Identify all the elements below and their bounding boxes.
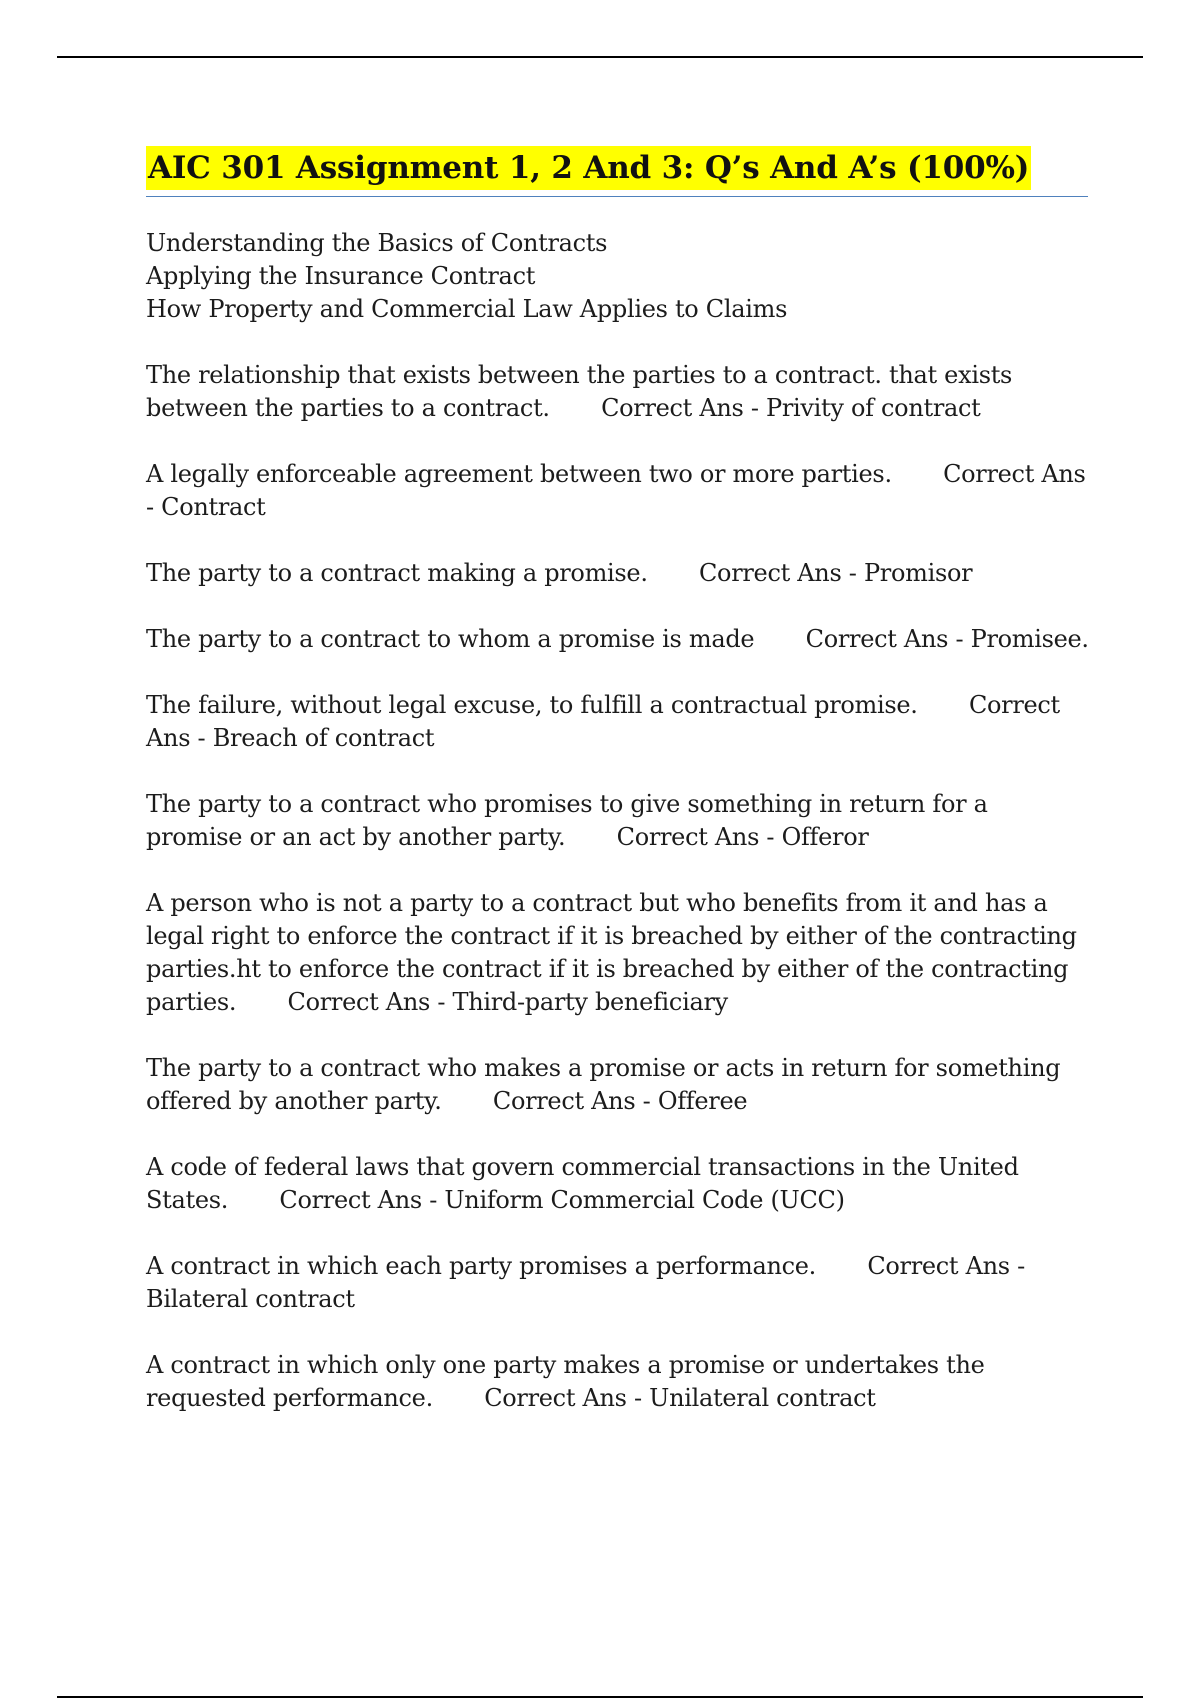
question-text: A contract in which each party promises a performance. <box>146 1252 816 1280</box>
answer-text: Offeror <box>781 823 869 851</box>
question-text: A code of federal laws that govern commercial transactions in the United States. <box>146 1153 1019 1214</box>
qa-item <box>146 623 1090 656</box>
qa-item <box>146 887 1090 1019</box>
page-bottom-rule <box>57 1696 1143 1698</box>
answer-text: Promisee. <box>970 625 1089 653</box>
answer-prefix: Correct Ans - <box>698 559 864 587</box>
answer-text: Unilateral contract <box>649 1384 876 1412</box>
document-title: AIC 301 Assignment 1, 2 And 3: Q’s And A’s (100%) <box>146 146 1031 190</box>
question-text: A legally enforceable agreement between two or more parties. <box>146 460 892 488</box>
qa-item <box>146 458 1090 524</box>
page-top-rule <box>57 56 1143 58</box>
title-block <box>146 146 1088 197</box>
answer-prefix: Correct Ans - <box>616 823 782 851</box>
answer-prefix: Correct Ans - <box>484 1384 650 1412</box>
qa-item <box>146 1151 1090 1217</box>
qa-item <box>146 1052 1090 1118</box>
question-text: The party to a contract who promises to give something in return for a promise or an act by another party. <box>146 790 988 851</box>
answer-text: Uniform Commercial Code (UCC) <box>444 1186 845 1214</box>
question-text: The relationship that exists between the parties to a contract. that exists between the parties to a contract. <box>146 361 1013 422</box>
question-text: The party to a contract who makes a promise or acts in return for something offered by another party. <box>146 1054 1061 1115</box>
answer-text: Third-party beneficiary <box>452 988 728 1016</box>
qa-item <box>146 788 1090 854</box>
answer-text: Bilateral contract <box>146 1285 355 1313</box>
qa-item <box>146 557 1090 590</box>
question-text: A person who is not a party to a contract but who benefits from it and has a legal right to enforce the contract if it is breached by either of the contracting parties.ht to enforce the contract if it is breached by either of the contracting parties. <box>146 889 1077 1016</box>
qa-item <box>146 359 1090 425</box>
qa-item <box>146 1349 1090 1415</box>
answer-text: Offeree <box>657 1087 748 1115</box>
answer-prefix: Correct Ans - <box>805 625 971 653</box>
answer-prefix: Correct Ans - <box>279 1186 445 1214</box>
answer-prefix: Correct Ans - <box>287 988 453 1016</box>
question-text: A contract in which only one party makes a promise or undertakes the requested performance. <box>146 1351 985 1412</box>
subtitle-line: How Property and Commercial Law Applies to Claims <box>146 295 788 323</box>
question-text: The failure, without legal excuse, to fulfill a contractual promise. <box>146 691 918 719</box>
subtitle-line: Understanding the Basics of Contracts <box>146 229 608 257</box>
answer-text: Promisor <box>863 559 973 587</box>
answer-prefix: Correct Ans - <box>146 691 1060 752</box>
answer-prefix: Correct Ans - <box>867 1252 1025 1280</box>
question-text: The party to a contract making a promise. <box>146 559 648 587</box>
subtitle-list <box>146 227 1090 326</box>
answer-text: Contract <box>161 493 266 521</box>
answer-prefix: Correct Ans - <box>492 1087 658 1115</box>
answer-text: Privity of contract <box>766 394 981 422</box>
question-text: The party to a contract to whom a promise is made <box>146 625 755 653</box>
answer-prefix: Correct Ans - <box>146 460 1086 521</box>
qa-item <box>146 1250 1090 1316</box>
answer-prefix: Correct Ans - <box>601 394 767 422</box>
document-body <box>146 146 1090 1415</box>
qa-item <box>146 689 1090 755</box>
subtitle-line: Applying the Insurance Contract <box>146 262 536 290</box>
answer-text: Breach of contract <box>212 724 435 752</box>
